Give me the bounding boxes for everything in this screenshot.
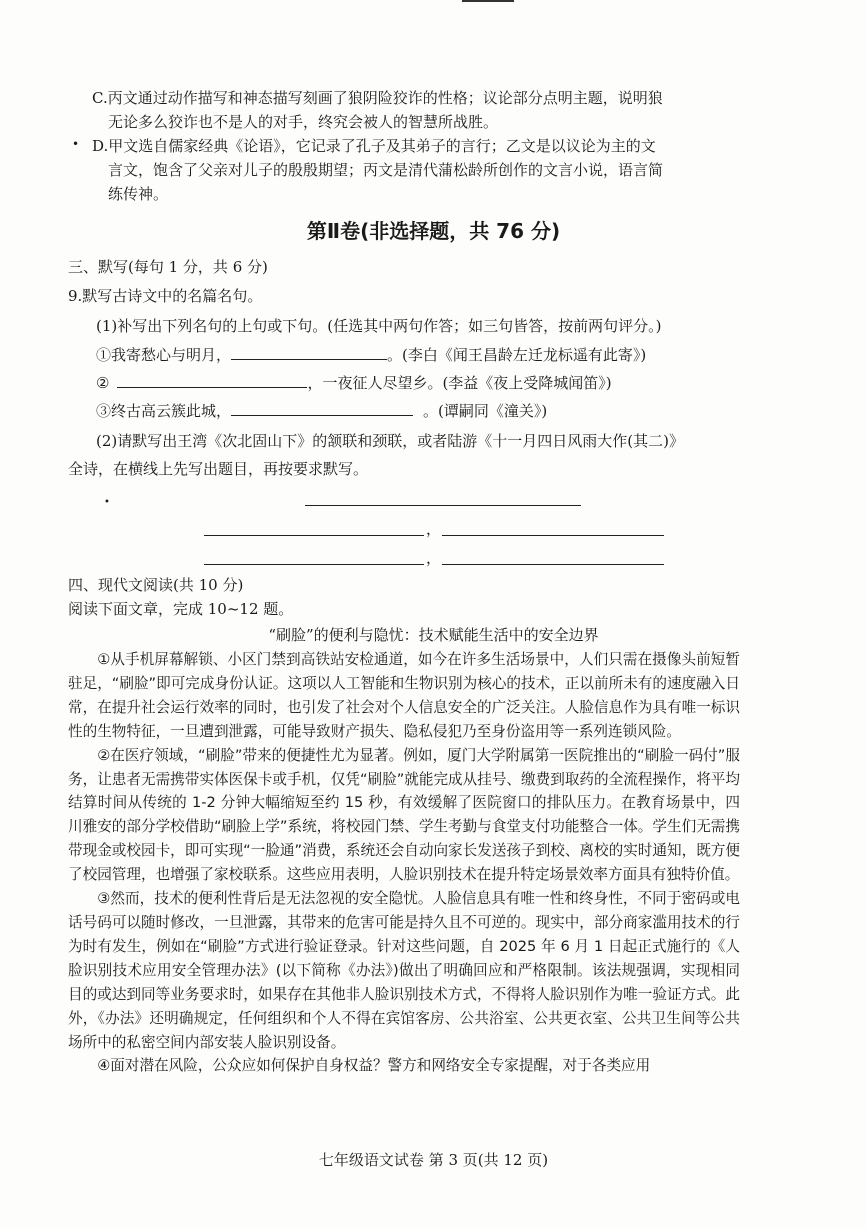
top-edge-mark <box>462 0 514 2</box>
comma-2: ， <box>426 549 442 567</box>
fill-item-3-suffix: 。(谭嗣同《潼关》) <box>423 402 548 420</box>
part4-heading: 四、现代文阅读(共 10 分) <box>68 576 244 594</box>
article-body <box>68 648 740 1078</box>
paragraph-1: ①从手机屏幕解锁、小区门禁到高铁站安检通道，如今在许多生活场景中，人们只需在摄像头前短暂驻足，“刷脸”即可完成身份认证。这项以人工智能和生物识别为核心的技术，正以前所未有的速度融入日常，在提升社会运行效率的同时，也引发了社会对个人信息安全的广泛关注。人脸信息作为具有唯一标识性的生物特征，一旦遭到泄露，可能导致财产损失、隐私侵犯乃至身份盗用等一系列连锁风险。 <box>68 651 740 740</box>
comma-1: ， <box>426 520 442 538</box>
paragraph-2: ②在医疗领域，“刷脸”带来的便捷性尤为显著。例如，厦门大学附属第一医院推出的“刷脸一码付”服务，让患者无需携带实体医保卡或手机，仅凭“刷脸”就能完成从挂号、缴费到取药的全流程操作，将平均结算时间从传统的 1-2 分钟大幅缩短至约 15 秒，有效缓解了医院窗口的排队压力。在教育场景中，四川雅安的部分学校借助“刷脸上学”系统，将校园门禁、学生考勤与食堂支付功能整合一体。学生们无需携带现金或校园卡，即可实现“一脸通”消费，系统还会自动向家长发送孩子到校、离校的实时通知，既方便了校园管理，也增强了家校联系。这些应用表明，人脸识别技术在提升特定场景效率方面具有独特价值。 <box>68 746 740 884</box>
fill-item-2 <box>96 371 612 394</box>
fill-item-3 <box>96 399 547 422</box>
option-d-line1: D.甲文选自儒家经典《论语》，它记录了孔子及其弟子的言行；乙文是以议论为主的文 <box>92 137 656 155</box>
article-title: “刷脸”的便利与隐忧：技术赋能生活中的安全边界 <box>268 626 599 644</box>
option-d-line2: 言文，饱含了父亲对儿子的殷殷期望；丙文是清代蒲松龄所创作的文言小说，语言简 <box>108 161 664 179</box>
title-answer-line[interactable] <box>305 505 581 506</box>
part3-heading: 三、默写(每句 1 分，共 6 分) <box>68 258 268 276</box>
option-d-line3: 练传神。 <box>108 185 169 203</box>
question-9-1: (1)补写出下列名句的上句或下句。(任选其中两句作答；如三句皆答，按前两句评分。) <box>96 317 662 335</box>
question-9: 9.默写古诗文中的名篇名句。 <box>68 287 263 305</box>
page-footer: 七年级语文试卷 第 3 页(共 12 页) <box>318 1151 549 1169</box>
answer-line-1[interactable] <box>204 535 424 536</box>
fill-item-3-prefix: ③终古高云簇此城， <box>96 402 232 420</box>
option-c <box>92 86 782 134</box>
question-9-2-line2: 全诗，在横线上先写出题目，再按要求默写。 <box>68 460 369 478</box>
fill-item-2-suffix: ，一夜征人尽望乡。(李益《夜上受降城闻笛》) <box>307 374 612 392</box>
question-9-2-line1: (2)请默写出王湾《次北固山下》的颔联和颈联，或者陆游《十一月四日风雨大作(其二)》 <box>96 432 684 450</box>
answer-line-2[interactable] <box>442 535 664 536</box>
answer-blank-2[interactable] <box>117 371 307 388</box>
option-c-line1: C.丙文通过动作描写和神态描写刻画了狼阴险狡诈的性格；议论部分点明主题，说明狼 <box>92 89 663 107</box>
fill-item-1-suffix: 。(李白《闻王昌龄左迁龙标遥有此寄》) <box>387 346 647 364</box>
paragraph-3: ③然而，技术的便利性背后是无法忽视的安全隐忧。人脸信息具有唯一性和终身性，不同于密码或电话号码可以随时修改，一旦泄露，其带来的危害可能是持久且不可逆的。现实中，部分商家滥用技术的行为时有发生，例如在“刷脸”方式进行验证登录。针对这些问题，自 2025 年 6 月 1 日起正式施行的《人脸识别技术应用安全管理办法》(以下简称《办法》)做出了明确回应和严格限制。该法规强调，实现相同目的或达到同等业务要求时，如果存在其他非人脸识别技术方式，不得将人脸识别作为唯一验证方式。此外，《办法》还明确规定，任何组织和个人不得在宾馆客房、公共浴室、公共更衣室、公共卫生间等公共场所中的私密空间内部安装人脸识别设备。 <box>68 890 740 1051</box>
section-title: 第Ⅱ卷(非选择题，共 76 分) <box>306 219 561 243</box>
stray-dot-2: • <box>104 497 110 508</box>
part4-instruction: 阅读下面文章，完成 10~12 题。 <box>68 600 294 618</box>
fill-item-1-prefix: ①我寄愁心与明月， <box>96 346 232 364</box>
fill-item-2-prefix: ② <box>96 374 110 392</box>
answer-line-3[interactable] <box>204 564 424 565</box>
answer-blank-1[interactable] <box>231 343 387 360</box>
paragraph-4: ④面对潜在风险，公众应如何保护自身权益？警方和网络安全专家提醒，对于各类应用 <box>97 1057 651 1075</box>
option-d <box>92 134 782 206</box>
fill-item-1 <box>96 343 646 366</box>
answer-blank-3[interactable] <box>231 399 413 416</box>
option-c-line2: 无论多么狡诈也不是人的对手，终究会被人的智慧所战胜。 <box>108 113 499 131</box>
answer-line-4[interactable] <box>442 564 664 565</box>
stray-dot: • <box>72 137 80 151</box>
